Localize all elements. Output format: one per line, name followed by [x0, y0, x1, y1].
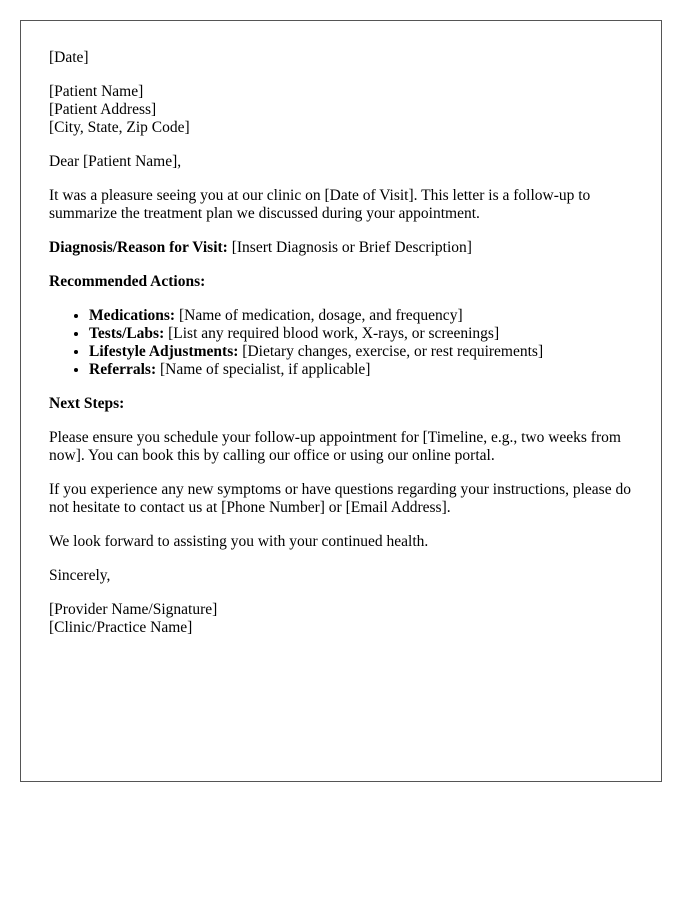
recipient-street: [Patient Address]: [49, 101, 157, 118]
list-item-referrals: [89, 361, 632, 379]
provider-signature: [Provider Name/Signature]: [49, 601, 218, 618]
list-item-label: Tests/Labs:: [89, 325, 165, 342]
salutation: Dear [Patient Name],: [49, 153, 182, 170]
list-item-label: Lifestyle Adjustments:: [89, 343, 239, 360]
next-steps-heading: Next Steps:: [49, 395, 125, 412]
recipient-name: [Patient Name]: [49, 83, 144, 100]
sign-off: Sincerely,: [49, 567, 111, 584]
recipient-city-state-zip: [City, State, Zip Code]: [49, 119, 190, 136]
diagnosis-label: Diagnosis/Reason for Visit:: [49, 239, 228, 256]
contact-paragraph: If you experience any new symptoms or have questions regarding your instructions, please do not hesitate to contact us at [Phone Number] or [Email Address].: [49, 481, 631, 516]
list-item-text: [List any required blood work, X-rays, or screenings]: [164, 325, 500, 342]
list-item-medications: [89, 307, 632, 325]
list-item-tests: [89, 325, 632, 343]
clinic-name: [Clinic/Practice Name]: [49, 619, 193, 636]
signature-block: [49, 601, 632, 637]
closing-line: We look forward to assisting you with your continued health.: [49, 533, 429, 550]
letter-date: [Date]: [49, 49, 89, 66]
list-item-text: [Dietary changes, exercise, or rest requirements]: [238, 343, 544, 360]
diagnosis-value: [Insert Diagnosis or Brief Description]: [227, 239, 472, 256]
list-item-label: Medications:: [89, 307, 176, 324]
recommended-actions-heading: Recommended Actions:: [49, 273, 206, 290]
next-steps-paragraph: Please ensure you schedule your follow-up appointment for [Timeline, e.g., two weeks from now]. You can book this by calling our office or using our online portal.: [49, 429, 621, 464]
letter: [20, 20, 662, 782]
list-item-lifestyle: [89, 343, 632, 361]
intro-paragraph: It was a pleasure seeing you at our clinic on [Date of Visit]. This letter is a follow-up to summarize the treatment plan we discussed during your appointment.: [49, 187, 591, 222]
recipient-address: [49, 83, 632, 137]
list-item-text: [Name of specialist, if applicable]: [156, 361, 371, 378]
diagnosis-line: [49, 239, 632, 257]
list-item-label: Referrals:: [89, 361, 157, 378]
list-item-text: [Name of medication, dosage, and frequency]: [175, 307, 463, 324]
recommended-actions-list: [49, 307, 632, 379]
